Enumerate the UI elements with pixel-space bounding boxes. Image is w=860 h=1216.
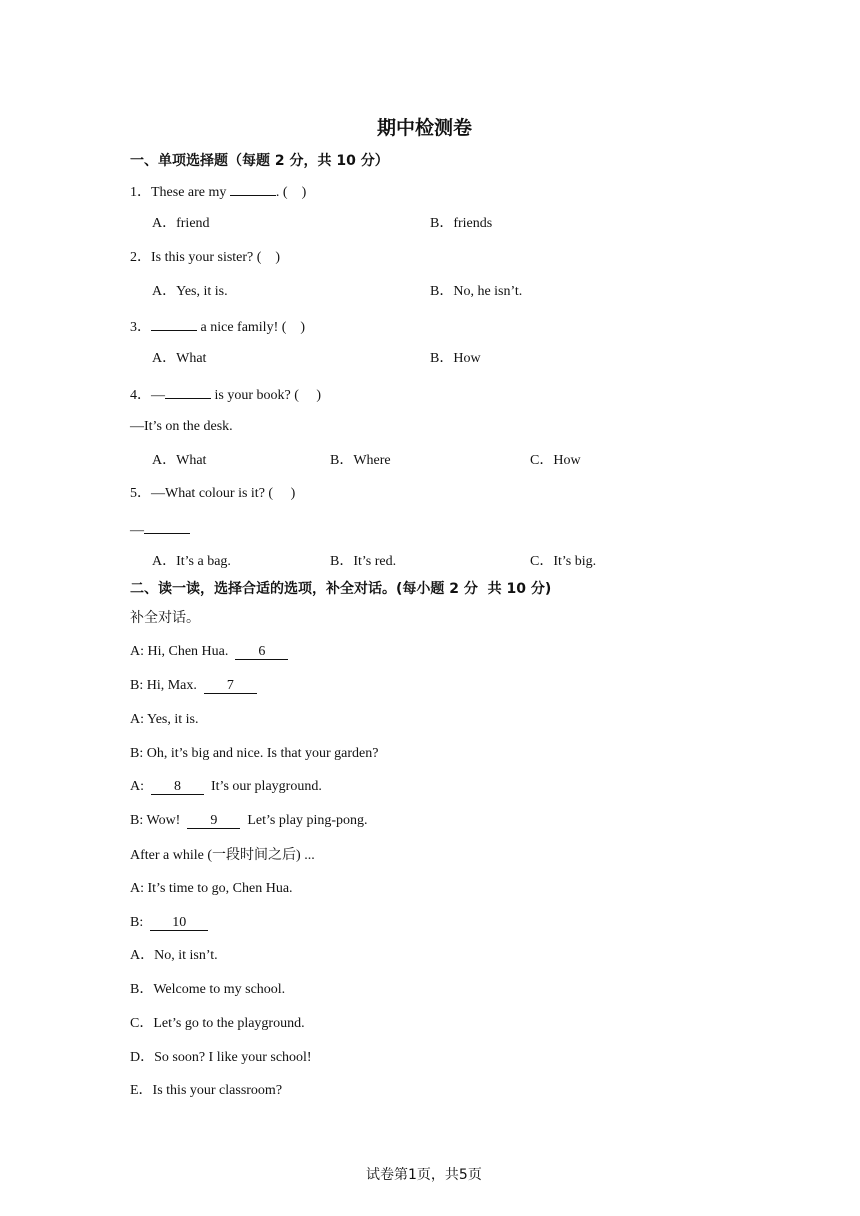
- dialogue-line-5-text: A:: [130, 779, 151, 794]
- q1-option-b: B．friends: [430, 216, 493, 231]
- q5-text: —What colour is it? ( ): [151, 486, 296, 501]
- section1-heading: 一、单项选择题（每题 2 分，共 10 分）: [130, 153, 389, 169]
- q1-option-a: A．friend: [152, 216, 210, 231]
- page-footer: 试卷第1页，共5页: [366, 1167, 482, 1183]
- q5-dash: —: [130, 523, 144, 538]
- dialogue-line-3: A: Yes, it is.: [130, 712, 199, 727]
- dialogue-line-4: B: Oh, it’s big and nice. Is that your garden?: [130, 746, 379, 761]
- dialogue-line-6-after: Let’s play ping-pong.: [240, 813, 368, 828]
- q2-stem: [130, 249, 280, 267]
- q3-blank: [151, 316, 197, 331]
- dialogue-line-1-text: A: Hi, Chen Hua.: [130, 644, 236, 659]
- q5-option-b: B．It’s red.: [330, 554, 397, 569]
- q4-option-b: B．Where: [330, 453, 391, 468]
- dialogue-line-7: [130, 846, 315, 865]
- q4-option-a: A．What: [152, 453, 207, 468]
- dialogue-line-9-text: B:: [130, 915, 151, 930]
- q3-text: a nice family! ( ): [197, 320, 306, 335]
- q3-stem: [130, 316, 305, 337]
- section2-heading: 二、读一读，选择合适的选项，补全对话。(每小题 2 分 共 10 分): [130, 581, 552, 597]
- blank-9: 9: [187, 813, 240, 829]
- section2-intro: 补全对话。: [130, 610, 200, 626]
- page-title: 期中检测卷: [377, 117, 473, 139]
- blank-8: 8: [151, 779, 204, 795]
- q1-text-after: . ( ): [275, 185, 307, 200]
- blank-6: 6: [235, 644, 288, 660]
- dialogue-line-5: [130, 778, 322, 796]
- section2-option-b: B．Welcome to my school.: [130, 982, 286, 997]
- q2-text: Is this your sister? ( ): [151, 250, 281, 265]
- q5-blank: [144, 519, 190, 534]
- q5-option-c: C．It’s big.: [530, 554, 597, 569]
- dialogue-line-2: [130, 677, 257, 695]
- q4-stem: [130, 384, 321, 405]
- q5-reply: [130, 519, 190, 540]
- dialogue-line-7-pre: After a while (: [130, 848, 213, 863]
- dialogue-line-9: [130, 914, 208, 932]
- dialogue-line-2-text: B: Hi, Max.: [130, 678, 204, 693]
- section2-option-c: C．Let’s go to the playground.: [130, 1016, 305, 1031]
- dialogue-line-5-after: It’s our playground.: [204, 779, 322, 794]
- q1-text: These are my: [151, 185, 230, 200]
- blank-10: 10: [150, 915, 208, 931]
- dialogue-line-6-text: B: Wow!: [130, 813, 188, 828]
- q3-option-b: B．How: [430, 351, 481, 366]
- dialogue-line-6: [130, 812, 368, 830]
- q1-stem: [130, 181, 306, 202]
- q2-option-a: A．Yes, it is.: [152, 284, 228, 299]
- q4-text: is your book? ( ): [211, 388, 322, 403]
- q5-option-a: A．It’s a bag.: [152, 554, 231, 569]
- q5-stem: [130, 485, 295, 503]
- q3-option-a: A．What: [152, 351, 207, 366]
- q4-number: 4．: [130, 388, 151, 403]
- q4-dash: —: [151, 388, 165, 403]
- q3-number: 3．: [130, 320, 151, 335]
- dialogue-line-1: [130, 643, 288, 661]
- q2-option-b: B．No, he isn’t.: [430, 284, 523, 299]
- q1-number: 1．: [130, 185, 151, 200]
- q4-reply: —It’s on the desk.: [130, 419, 233, 434]
- section2-option-d: D．So soon? I like your school!: [130, 1050, 312, 1065]
- q2-number: 2．: [130, 250, 151, 265]
- q4-option-c: C．How: [530, 453, 581, 468]
- dialogue-line-8: A: It’s time to go, Chen Hua.: [130, 881, 293, 896]
- q1-blank: [230, 181, 276, 196]
- q4-blank: [165, 384, 211, 399]
- section2-option-a: A．No, it isn’t.: [130, 948, 218, 963]
- dialogue-line-7-cn: 一段时间之后: [212, 847, 297, 863]
- q5-number: 5．: [130, 486, 151, 501]
- section2-option-e: E．Is this your classroom?: [130, 1083, 283, 1098]
- blank-7: 7: [204, 678, 257, 694]
- dialogue-line-7-post: ) ...: [296, 848, 315, 863]
